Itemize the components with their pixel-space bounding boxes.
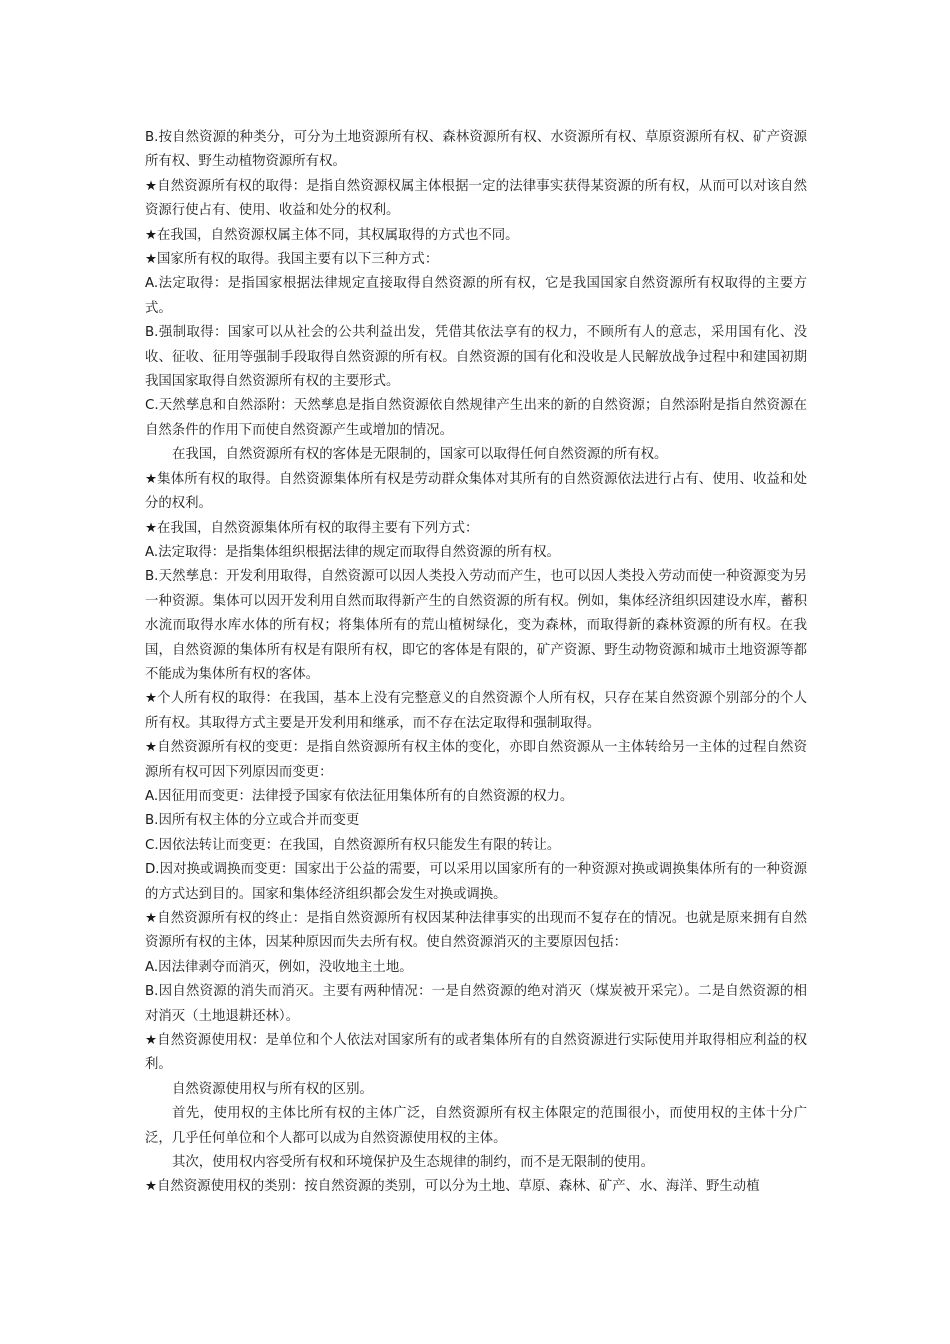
paragraph: C.天然孳息和自然添附：天然孳息是指自然资源依自然规律产生出来的新的自然资源；自然添附是指自然资源在自然条件的作用下而使自然资源产生或增加的情况。 — [145, 398, 807, 438]
paragraph: 在我国，自然资源所有权的客体是无限制的，国家可以取得任何自然资源的所有权。 — [172, 447, 668, 463]
paragraph: B.因所有权主体的分立或合并而变更 — [145, 813, 360, 829]
paragraph: A.法定取得：是指国家根据法律规定直接取得自然资源的所有权，它是我国国家自然资源所有权取得的主要方式。 — [145, 276, 807, 316]
paragraph: A.因法律剥夺而消灭，例如，没收地主土地。 — [145, 959, 413, 975]
paragraph: ★个人所有权的取得：在我国，基本上没有完整意义的自然资源个人所有权，只存在某自然资源个别部分的个人所有权。其取得方式主要是开发利用和继承，而不存在法定取得和强制取得。 — [145, 691, 807, 731]
paragraph: ★集体所有权的取得。自然资源集体所有权是劳动群众集体对其所有的自然资源依法进行占有、使用、收益和处分的权利。 — [145, 471, 807, 512]
paragraph: A.因征用而变更：法律授予国家有依法征用集体所有的自然资源的权力。 — [145, 788, 574, 804]
paragraph: C.因依法转让而变更：在我国，自然资源所有权只能发生有限的转让。 — [145, 837, 561, 853]
paragraph: ★国家所有权的取得。我国主要有以下三种方式： — [145, 252, 439, 268]
paragraph: A.法定取得：是指集体组织根据法律的规定而取得自然资源的所有权。 — [145, 544, 560, 560]
paragraph: 其次，使用权内容受所有权和环境保护及生态规律的制约，而不是无限制的使用。 — [172, 1155, 655, 1171]
paragraph: ★自然资源使用权：是单位和个人依法对国家所有的或者集体所有的自然资源进行实际使用并取得相应利益的权利。 — [145, 1033, 807, 1073]
paragraph: ★自然资源所有权的取得：是指自然资源权属主体根据一定的法律事实获得某资源的所有权，从而可以对该自然资源行使占有、使用、收益和处分的权利。 — [145, 178, 807, 219]
paragraph: B.天然孳息：开发利用取得，自然资源可以因人类投入劳动而产生，也可以因人类投入劳动而使一种资源变为另一种资源。集体可以因开发利用自然而取得新产生的自然资源的所有权。例如，集体经济组织因建设水库，蓄积水流而取得水库水体的所有权；将集体所有的荒山植树绿化，变为森林，而取得新的森林资源的所有权。在我国，自然资源的集体所有权是有限所有权，即它的客体是有限的，矿产资源、野生动物资源和城市土地资源等都不能成为集体所有权的客体。 — [145, 569, 807, 682]
paragraph: D.因对换或调换而变更：国家出于公益的需要，可以采用以国家所有的一种资源对换或调换集体所有的一种资源的方式达到目的。国家和集体经济组织都会发生对换或调换。 — [145, 862, 807, 902]
paragraph: 自然资源使用权与所有权的区别。 — [172, 1081, 373, 1097]
paragraph: ★在我国，自然资源集体所有权的取得主要有下列方式： — [145, 520, 479, 536]
paragraph: ★自然资源所有权的变更：是指自然资源所有权主体的变化，亦即自然资源从一主体转给另一主体的过程自然资源所有权可因下列原因而变更： — [145, 740, 807, 780]
paragraph: ★在我国，自然资源权属主体不同，其权属取得的方式也不同。 — [145, 227, 519, 243]
paragraph: ★自然资源使用权的类别：按自然资源的类别，可以分为土地、草原、森林、矿产、水、海洋、野生动植 — [145, 1179, 760, 1195]
paragraph: B.按自然资源的种类分，可分为土地资源所有权、森林资源所有权、水资源所有权、草原资源所有权、矿产资源所有权、野生动植物资源所有权。 — [145, 130, 807, 170]
document-page — [145, 126, 807, 1200]
paragraph: B.强制取得：国家可以从社会的公共利益出发，凭借其依法享有的权力，不顾所有人的意志，采用国有化、没收、征收、征用等强制手段取得自然资源的所有权。自然资源的国有化和没收是人民解放战争过程中和建国初期我国国家取得自然资源所有权的主要形式。 — [145, 325, 807, 390]
paragraph: 首先，使用权的主体比所有权的主体广泛，自然资源所有权主体限定的范围很小，而使用权的主体十分广泛，几乎任何单位和个人都可以成为自然资源使用权的主体。 — [145, 1106, 807, 1146]
paragraph: ★自然资源所有权的终止：是指自然资源所有权因某种法律事实的出现而不复存在的情况。也就是原来拥有自然资源所有权的主体，因某种原因而失去所有权。使自然资源消灭的主要原因包括： — [145, 911, 807, 951]
paragraph: B.因自然资源的消失而消灭。主要有两种情况：一是自然资源的绝对消灭（煤炭被开采完）。二是自然资源的相对消灭（土地退耕还林）。 — [145, 984, 807, 1024]
